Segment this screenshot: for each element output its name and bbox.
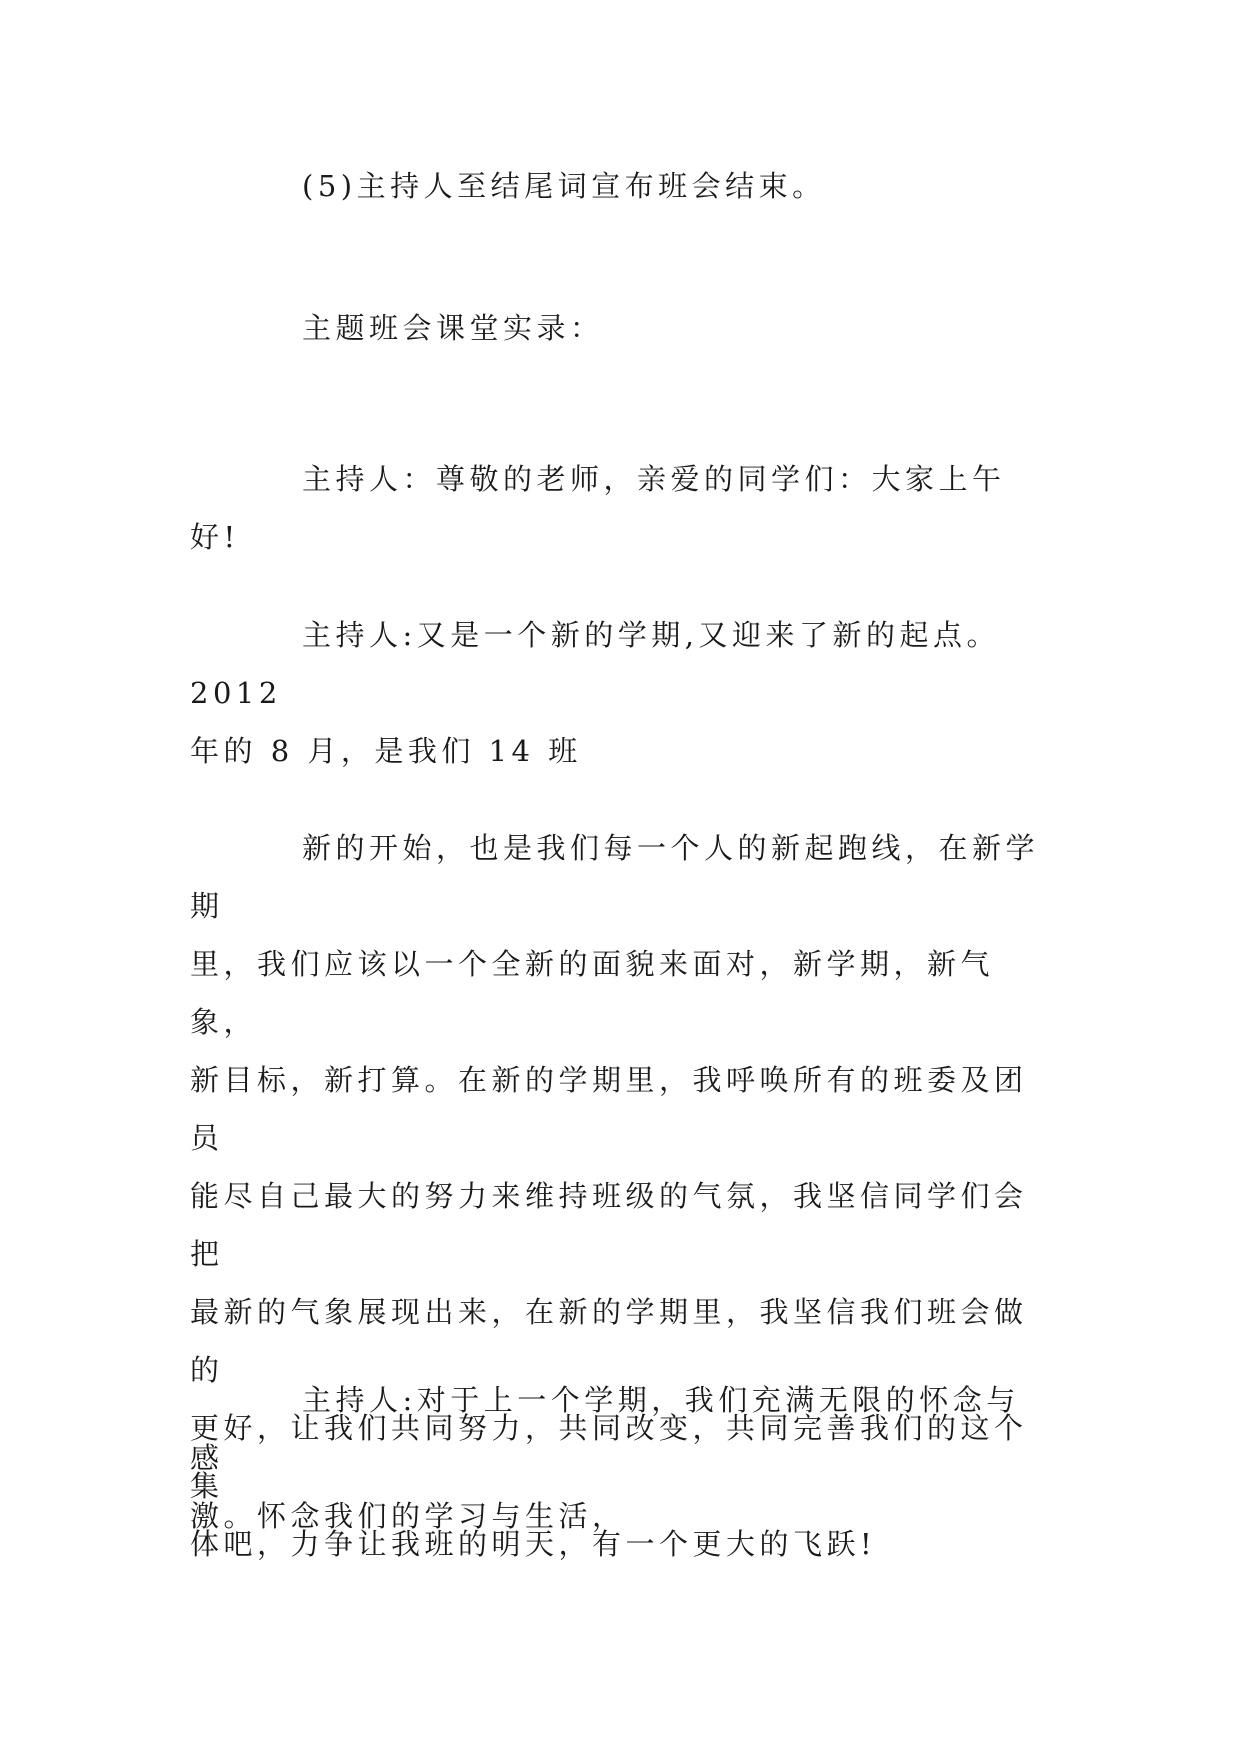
paragraph-greeting [190, 450, 1050, 566]
text-line: 能尽自己最大的努力来维持班级的气氛，我坚信同学们会把 [190, 1179, 1028, 1271]
text-line: 最新的气象展现出来，在新的学期里，我坚信我们班会做的 [190, 1295, 1028, 1387]
text-line: 更好，让我们共同努力，共同改变，共同完善我们的这个集 [190, 1411, 1028, 1503]
text-line: 里，我们应该以一个全新的面貌来面对，新学期，新气象， [190, 947, 995, 1039]
text-line: 年的 8 月，是我们 14 班 [190, 734, 582, 768]
text-line: 主持人:又是一个新的学期,又迎来了新的起点。2012 [190, 618, 1000, 710]
text-line: 激。怀念我们的学习与生活， [190, 1499, 626, 1533]
paragraph-last-semester [190, 1371, 1050, 1545]
text-line: 主持人:对于上一个学期，我们充满无限的怀念与感 [190, 1383, 1020, 1475]
text-line: 体吧，力争让我班的明天，有一个更大的飞跃! [190, 1527, 877, 1561]
paragraph-closing-step [190, 157, 1050, 215]
text-line: 主持人：尊敬的老师，亲爱的同学们：大家上午好! [190, 462, 1006, 554]
text-line: (5)主持人至结尾词宣布班会结束。 [302, 169, 826, 203]
text-line: 主题班会课堂实录： [302, 311, 604, 345]
paragraph-new-semester [190, 606, 1050, 780]
paragraph-record-heading [190, 299, 1050, 357]
text-line: 新目标，新打算。在新的学期里，我呼唤所有的班委及团员 [190, 1063, 1028, 1155]
text-line: 新的开始，也是我们每一个人的新起跑线，在新学期 [190, 831, 1040, 923]
